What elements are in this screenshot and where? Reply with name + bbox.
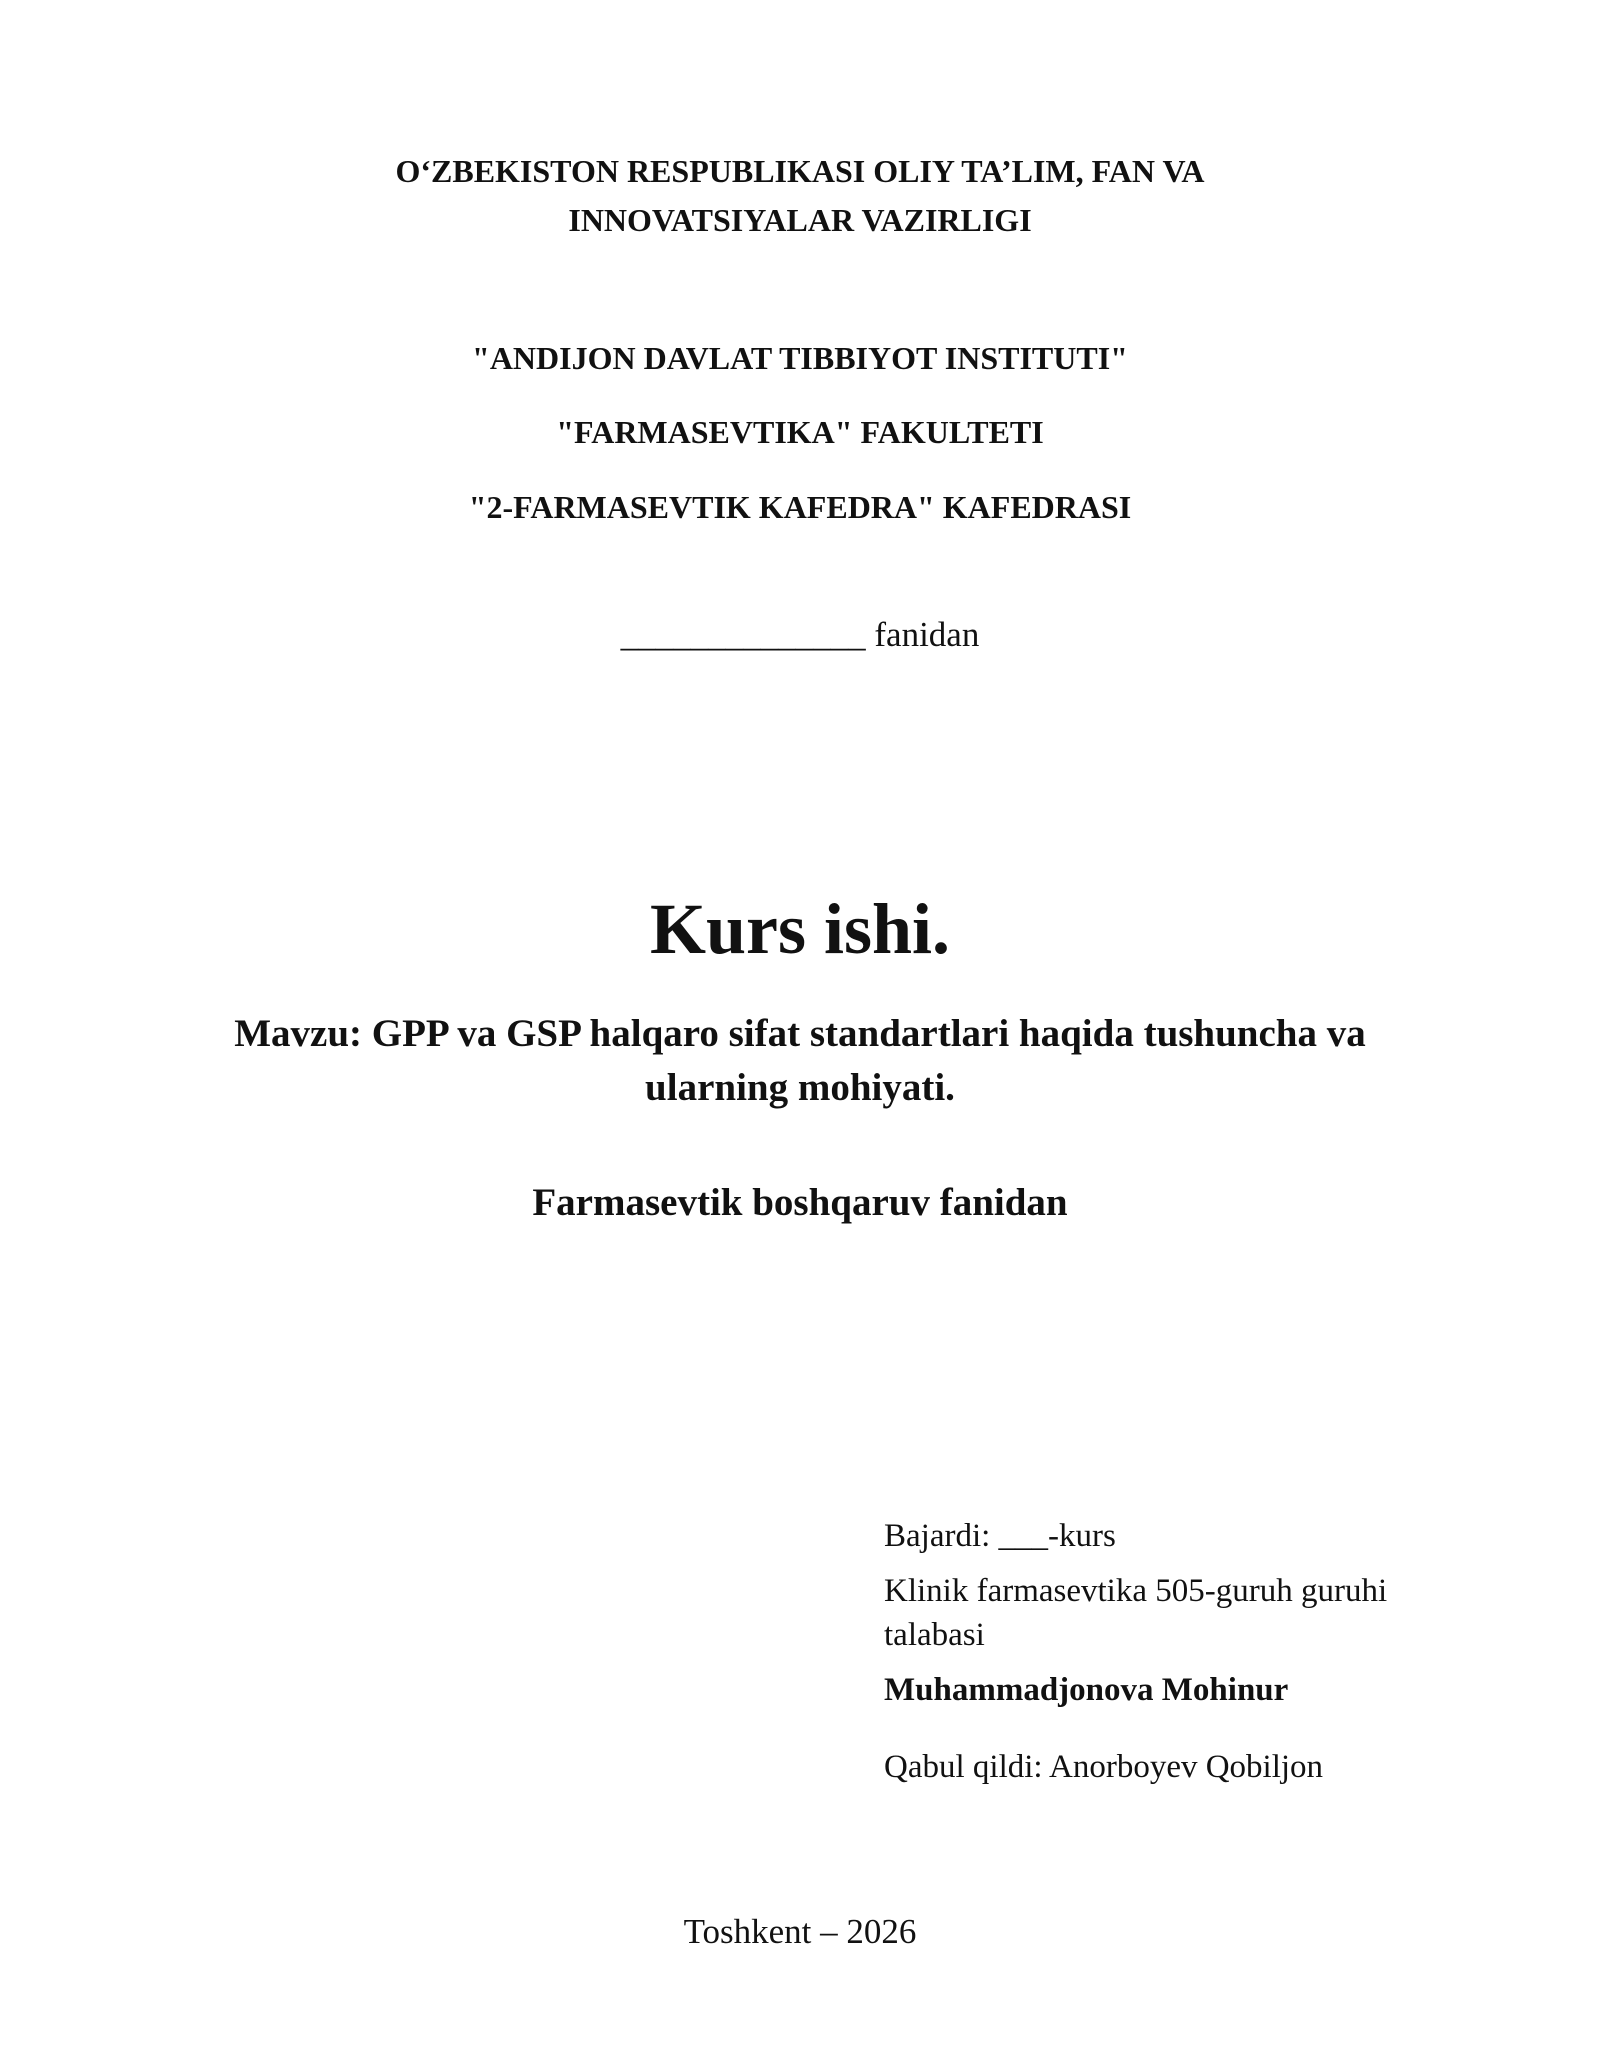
ministry-line-2: INNOVATSIYALAR VAZIRLIGI	[568, 202, 1032, 238]
document-title: Kurs ishi.	[649, 889, 951, 969]
subject-blank: ______________	[620, 615, 866, 654]
topic-line-1: Mavzu: GPP va GSP halqaro sifat standartlari haqida tushuncha va	[234, 1012, 1366, 1055]
subject-suffix: fanidan	[865, 615, 980, 654]
faculty-name: "FARMASEVTIKA" FAKULTETI	[556, 414, 1044, 450]
institute-name: "ANDIJON DAVLAT TIBBIYOT INSTITUTI"	[472, 340, 1128, 376]
city-year: Toshkent – 2026	[683, 1912, 917, 1951]
subject-blank-line	[0, 617, 1600, 652]
completed-by: Bajardi: ___-kurs	[884, 1518, 1116, 1554]
department-name: "2-FARMASEVTIK KAFEDRA" KAFEDRASI	[468, 489, 1132, 525]
student-name: Muhammadjonova Mohinur	[884, 1672, 1289, 1708]
accepted-by: Qabul qildi: Anorboyev Qobiljon	[884, 1749, 1324, 1785]
topic-line-2: ularning mohiyati.	[645, 1066, 955, 1109]
subject-name: Farmasevtik boshqaruv fanidan	[532, 1181, 1068, 1224]
ministry-line-1: O‘ZBEKISTON RESPUBLIKASI OLIY TA’LIM, FAN VA	[395, 153, 1205, 189]
student-group: Klinik farmasevtika 505-guruh guruhi talabasi	[884, 1573, 1388, 1653]
